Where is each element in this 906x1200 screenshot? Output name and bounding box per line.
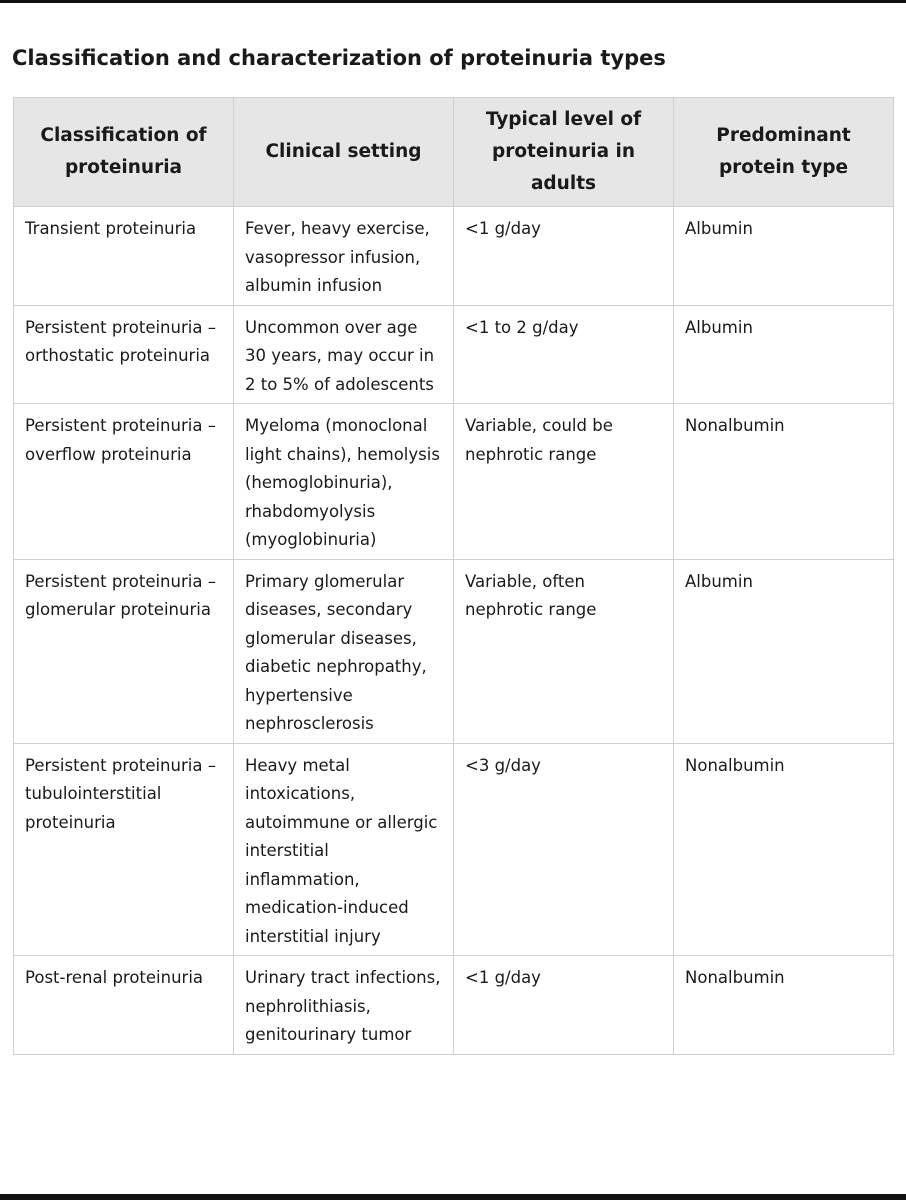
cell-typical-level: Variable, often nephrotic range — [454, 559, 674, 743]
cell-typical-level: <1 g/day — [454, 207, 674, 306]
cell-protein-type: Albumin — [674, 559, 894, 743]
cell-clinical-setting: Urinary tract infections, nephrolithiasis, genitourinary tumor — [234, 956, 454, 1055]
cell-typical-level: <1 g/day — [454, 956, 674, 1055]
table-row — [14, 956, 894, 1055]
cell-protein-type: Nonalbumin — [674, 404, 894, 560]
table-row — [14, 743, 894, 956]
table-header — [14, 98, 894, 207]
cell-clinical-setting: Myeloma (monoclonal light chains), hemolysis (hemoglobinuria), rhabdomyolysis (myoglobinuria) — [234, 404, 454, 560]
cell-classification: Persistent proteinuria – orthostatic proteinuria — [14, 305, 234, 404]
cell-clinical-setting: Primary glomerular diseases, secondary glomerular diseases, diabetic nephropathy, hypertensive nephrosclerosis — [234, 559, 454, 743]
cell-typical-level: <1 to 2 g/day — [454, 305, 674, 404]
proteinuria-table — [13, 97, 894, 1055]
cell-classification: Transient proteinuria — [14, 207, 234, 306]
cell-protein-type: Albumin — [674, 305, 894, 404]
cell-protein-type: Nonalbumin — [674, 956, 894, 1055]
table-row — [14, 305, 894, 404]
cell-protein-type: Nonalbumin — [674, 743, 894, 956]
cell-typical-level: <3 g/day — [454, 743, 674, 956]
header-protein-type: Predominant protein type — [674, 98, 894, 207]
cell-typical-level: Variable, could be nephrotic range — [454, 404, 674, 560]
top-border-bar — [0, 0, 906, 3]
table-body — [14, 207, 894, 1055]
page-title: Classification and characterization of proteinuria types — [12, 46, 666, 70]
bottom-border-bar — [0, 1194, 906, 1200]
table-row — [14, 404, 894, 560]
cell-classification: Persistent proteinuria – overflow proteinuria — [14, 404, 234, 560]
table-row — [14, 207, 894, 306]
table-header-row — [14, 98, 894, 207]
cell-classification: Persistent proteinuria – tubulointerstitial proteinuria — [14, 743, 234, 956]
cell-clinical-setting: Fever, heavy exercise, vasopressor infusion, albumin infusion — [234, 207, 454, 306]
table-row — [14, 559, 894, 743]
cell-classification: Post-renal proteinuria — [14, 956, 234, 1055]
header-classification: Classification of proteinuria — [14, 98, 234, 207]
cell-protein-type: Albumin — [674, 207, 894, 306]
cell-classification: Persistent proteinuria – glomerular proteinuria — [14, 559, 234, 743]
cell-clinical-setting: Uncommon over age 30 years, may occur in 2 to 5% of adolescents — [234, 305, 454, 404]
header-clinical-setting: Clinical setting — [234, 98, 454, 207]
header-typical-level: Typical level of proteinuria in adults — [454, 98, 674, 207]
cell-clinical-setting: Heavy metal intoxications, autoimmune or allergic interstitial inflammation, medication-induced interstitial injury — [234, 743, 454, 956]
